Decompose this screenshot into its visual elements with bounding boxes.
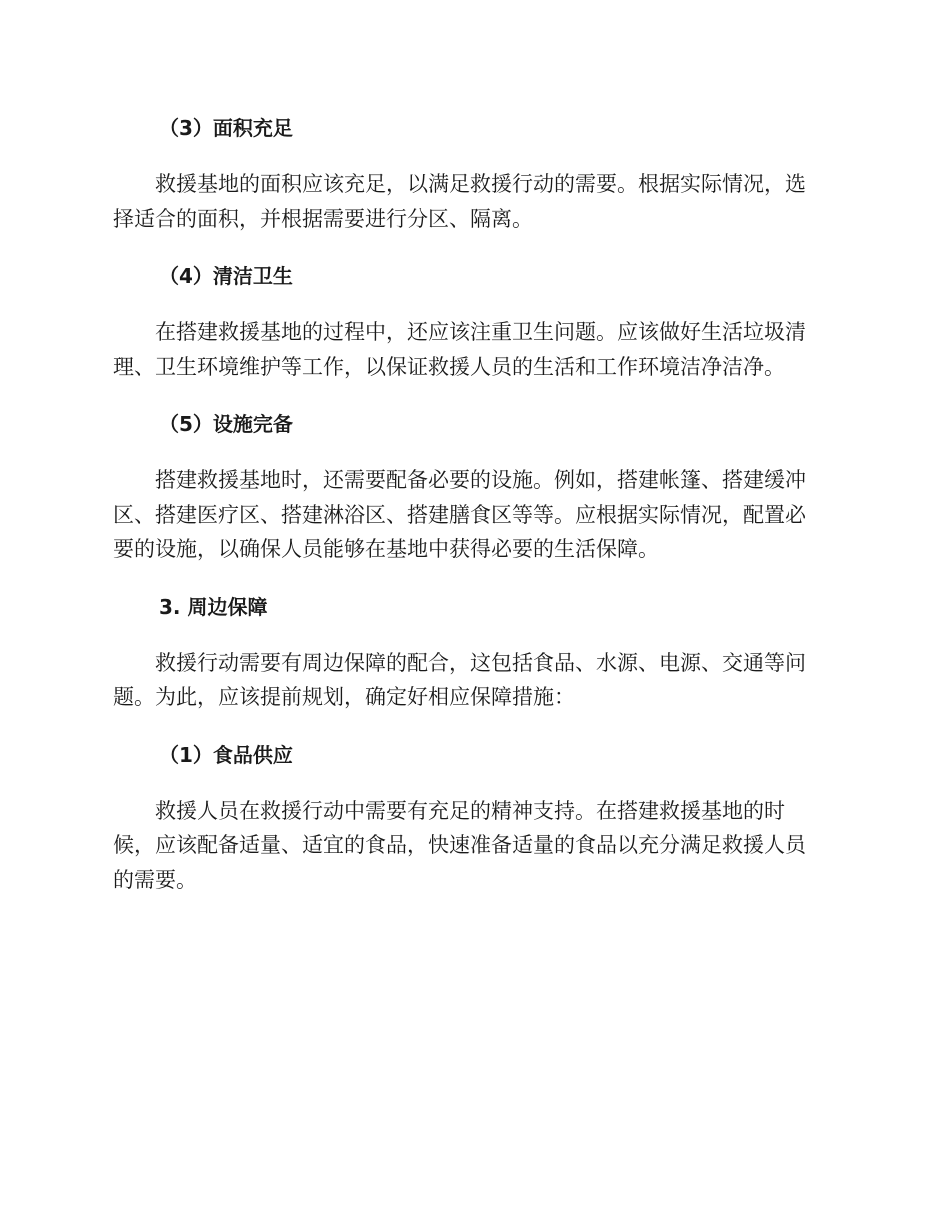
paragraph-line: 候，应该配备适量、适宜的食品，快速准备适量的食品以充分满足救援人员 — [113, 833, 806, 857]
paragraph-line: 理、卫生环境维护等工作，以保证救援人员的生活和工作环境洁净洁净。 — [113, 354, 785, 379]
section-heading-area-sufficient: （3）面积充足 — [159, 116, 293, 140]
paragraph-line: 要的设施，以确保人员能够在基地中获得必要的生活保障。 — [113, 537, 659, 561]
paragraph-peripheral-support — [113, 646, 833, 715]
paragraph-line: 搭建救援基地时，还需要配备必要的设施。例如，搭建帐篷、搭建缓冲 — [155, 468, 806, 492]
paragraph-line: 救援人员在救援行动中需要有充足的精神支持。在搭建救援基地的时 — [155, 798, 785, 823]
paragraph-line: 择适合的面积，并根据需要进行分区、隔离。 — [113, 206, 533, 231]
paragraph-line: 救援行动需要有周边保障的配合，这包括食品、水源、电源、交通等问 — [155, 650, 806, 675]
paragraph-line: 在搭建救援基地的过程中，还应该注重卫生问题。应该做好生活垃圾清 — [155, 320, 806, 344]
section-heading-hygiene: （4）清洁卫生 — [159, 264, 293, 288]
document-body — [113, 108, 833, 917]
section-heading-peripheral-support: 3. 周边保障 — [159, 594, 268, 619]
paragraph-facilities — [113, 463, 833, 567]
paragraph-hygiene — [113, 315, 833, 384]
section-heading-food-supply: （1）食品供应 — [159, 742, 293, 767]
paragraph-line: 的需要。 — [113, 867, 197, 892]
paragraph-area-sufficient — [113, 167, 833, 236]
paragraph-line: 题。为此，应该提前规划，确定好相应保障措施： — [113, 685, 575, 709]
section-heading-facilities: （5）设施完备 — [159, 412, 293, 436]
paragraph-line: 区、搭建医疗区、搭建淋浴区、搭建膳食区等等。应根据实际情况，配置必 — [113, 502, 806, 527]
paragraph-line: 救援基地的面积应该充足，以满足救援行动的需要。根据实际情况，选 — [155, 172, 806, 196]
paragraph-food-supply — [113, 794, 833, 898]
